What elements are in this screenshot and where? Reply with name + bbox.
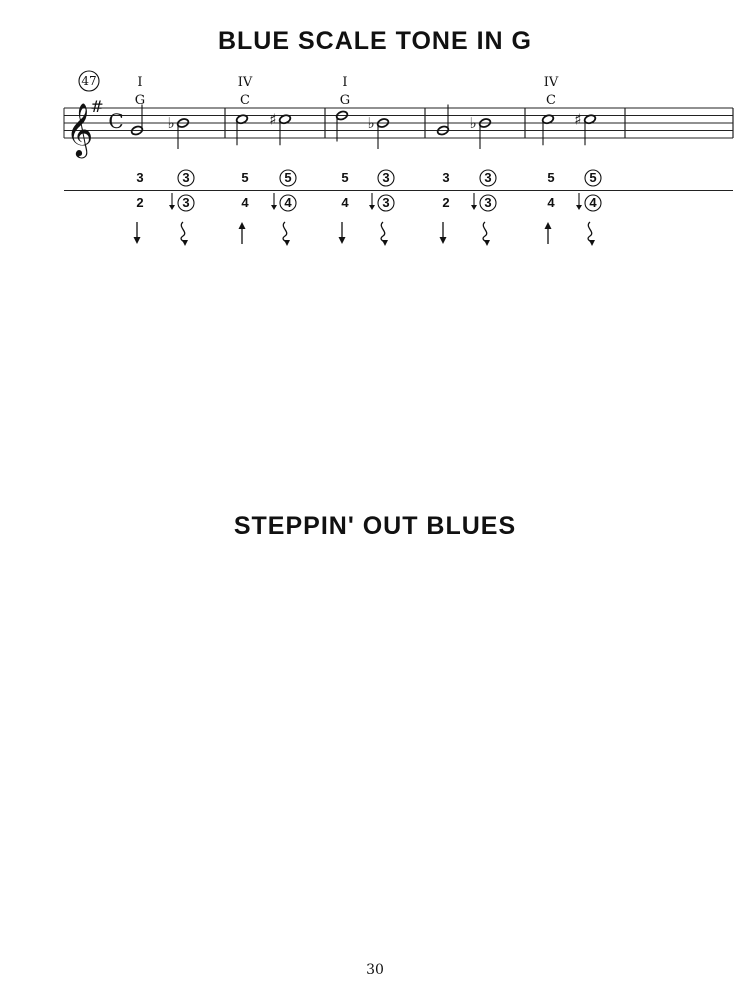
wavy-arrow-head: [589, 240, 595, 246]
chord-roman-numeral: IV: [237, 75, 253, 90]
bend-arrow-head: [169, 205, 175, 210]
tab-lower-number: 3: [484, 195, 492, 210]
flat-accidental: ♭: [167, 114, 175, 132]
bend-arrow-head: [369, 205, 375, 210]
chord-name: G: [134, 93, 146, 108]
treble-clef-icon: 𝄞: [66, 102, 94, 156]
blow-arrow-head: [545, 222, 552, 229]
chord-name: C: [546, 93, 556, 108]
tab-lower-number: 2: [442, 195, 450, 210]
chord-roman-numeral: I: [137, 75, 143, 90]
tab-lower-number: 4: [589, 195, 597, 210]
chord-roman-numeral: IV: [543, 75, 559, 90]
bend-arrow-head: [576, 205, 582, 210]
tab-upper-number: 5: [589, 170, 597, 185]
tab-upper-number: 5: [241, 170, 249, 185]
draw-arrow-head: [339, 237, 346, 244]
tab-upper-number: 5: [341, 170, 349, 185]
tab-upper-number: 3: [382, 170, 390, 185]
blow-arrow-head: [239, 222, 246, 229]
tab-lower-number: 4: [341, 195, 349, 210]
exercise-badge-number: 47: [81, 74, 97, 88]
title-steppin-out-blues: STEPPIN' OUT BLUES: [233, 512, 517, 540]
bend-arrow-head: [271, 205, 277, 210]
tab-lower-number: 4: [547, 195, 555, 210]
flat-accidental: ♭: [469, 114, 477, 132]
sharp-accidental: ♯: [574, 110, 582, 129]
draw-arrow-head: [440, 237, 447, 244]
sharp-accidental: ♯: [269, 110, 277, 129]
tab-upper-number: 3: [484, 170, 492, 185]
tab-upper-number: 3: [136, 170, 144, 185]
chord-name: C: [240, 93, 250, 108]
wavy-arrow-head: [284, 240, 290, 246]
tab-lower-number: 2: [136, 195, 144, 210]
tab-lower-number: 4: [241, 195, 249, 210]
tab-lower-number: 3: [182, 195, 190, 210]
draw-arrow-head: [134, 237, 141, 244]
bend-arrow-head: [471, 205, 477, 210]
page-number: 30: [366, 962, 384, 978]
tab-upper-number: 5: [284, 170, 292, 185]
wavy-arrow-head: [182, 240, 188, 246]
wavy-arrow-head: [382, 240, 388, 246]
title-blue-scale-tone: BLUE SCALE TONE IN G: [217, 27, 532, 55]
tab-lower-number: 3: [382, 195, 390, 210]
flat-accidental: ♭: [367, 114, 375, 132]
chord-roman-numeral: I: [342, 75, 348, 90]
key-signature-sharp: #: [90, 97, 104, 116]
time-signature: C: [108, 109, 124, 133]
chord-name: G: [339, 93, 351, 108]
tab-upper-number: 5: [547, 170, 555, 185]
tab-lower-number: 4: [284, 195, 292, 210]
tab-upper-number: 3: [442, 170, 450, 185]
wavy-arrow-head: [484, 240, 490, 246]
tab-upper-number: 3: [182, 170, 190, 185]
